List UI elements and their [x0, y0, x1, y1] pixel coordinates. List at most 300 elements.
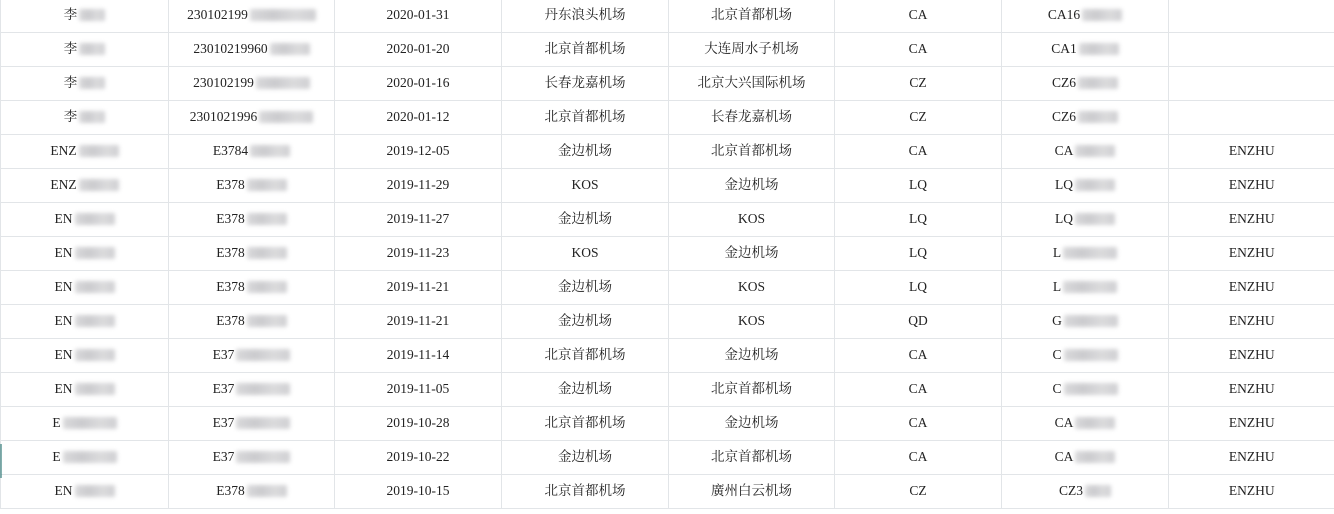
name-redaction: [75, 383, 115, 395]
note-text: ENZHU: [1228, 279, 1275, 295]
note-value: [1229, 450, 1275, 465]
flight-number-redaction: [1085, 485, 1111, 497]
table-row[interactable]: [1, 237, 1334, 271]
arrival-airport-cell: [669, 203, 835, 237]
arrival-airport-cell: [669, 33, 835, 67]
airline-code-cell: [835, 339, 1002, 373]
flight-number-cell: [1002, 0, 1169, 33]
departure-airport-cell: [502, 0, 669, 33]
table-row[interactable]: [1, 0, 1334, 33]
departure-airport-value: [545, 42, 626, 57]
flight-number-redaction: [1064, 315, 1118, 327]
name-cell: [1, 271, 169, 305]
id-number-text: E378: [216, 279, 245, 295]
date-value: [387, 382, 450, 397]
note-cell: [1169, 135, 1334, 169]
name-redaction: [75, 349, 115, 361]
id-number-text: E37: [212, 381, 235, 397]
flight-number-value: [1052, 348, 1117, 363]
name-value: [55, 484, 115, 499]
flight-number-value: [1053, 246, 1117, 261]
arrival-airport-value: [725, 178, 779, 193]
arrival-airport-value: [738, 212, 765, 227]
id-number-value: [213, 450, 291, 465]
name-redaction: [75, 247, 115, 259]
name-value: [64, 76, 106, 91]
flight-number-cell: [1002, 237, 1169, 271]
departure-airport-text: 北京首都机场: [544, 483, 626, 499]
date-value: [387, 416, 450, 431]
departure-airport-cell: [502, 67, 669, 101]
date-cell: [335, 475, 502, 509]
airline-code-cell: [835, 169, 1002, 203]
name-text: EN: [54, 381, 73, 397]
departure-airport-cell: [502, 271, 669, 305]
id-number-text: 230102199: [193, 75, 254, 91]
flight-number-value: [1055, 416, 1116, 431]
airline-code-text: CA: [908, 41, 928, 57]
name-text: EN: [54, 211, 73, 227]
name-redaction: [75, 213, 115, 225]
flight-number-cell: [1002, 339, 1169, 373]
note-cell: [1169, 271, 1334, 305]
arrival-airport-text: 金边机场: [724, 245, 779, 261]
departure-airport-cell: [502, 237, 669, 271]
id-number-text: 230102199: [187, 7, 248, 23]
airline-code-value: [908, 314, 928, 329]
airline-code-text: QD: [908, 313, 928, 329]
id-number-redaction: [236, 383, 290, 395]
departure-airport-cell: [502, 407, 669, 441]
arrival-airport-text: 北京首都机场: [711, 449, 792, 465]
note-cell: [1169, 203, 1334, 237]
arrival-airport-text: 北京首都机场: [711, 7, 792, 23]
date-value: [387, 314, 450, 329]
flight-number-redaction: [1078, 111, 1118, 123]
departure-airport-value: [545, 76, 626, 91]
name-redaction: [79, 9, 105, 21]
id-number-text: E37: [212, 415, 235, 431]
table-row[interactable]: [1, 441, 1334, 475]
departure-airport-cell: [502, 475, 669, 509]
arrival-airport-cell: [669, 101, 835, 135]
name-value: [55, 246, 115, 261]
flight-number-value: [1059, 484, 1111, 499]
name-value: [52, 450, 116, 465]
id-number-redaction: [247, 315, 287, 327]
departure-airport-cell: [502, 373, 669, 407]
table-row[interactable]: [1, 305, 1334, 339]
name-redaction: [79, 111, 105, 123]
flight-number-text: CA: [1054, 415, 1074, 431]
id-number-cell: [169, 0, 335, 33]
name-cell: [1, 101, 169, 135]
date-value: [387, 144, 450, 159]
id-number-value: [193, 42, 309, 57]
row-selection-marker: [0, 444, 2, 478]
airline-code-cell: [835, 441, 1002, 475]
id-number-text: 2301021996: [189, 109, 258, 125]
name-text: EN: [54, 279, 73, 295]
id-number-redaction: [247, 247, 287, 259]
name-cell: [1, 373, 169, 407]
departure-airport-text: 金边机场: [558, 313, 612, 329]
departure-airport-value: [545, 348, 626, 363]
arrival-airport-cell: [669, 441, 835, 475]
name-text: EN: [54, 347, 73, 363]
arrival-airport-text: 金边机场: [724, 347, 779, 363]
date-value: [387, 280, 450, 295]
table-row[interactable]: [1, 101, 1334, 135]
arrival-airport-text: KOS: [737, 211, 765, 227]
id-number-value: [213, 382, 291, 397]
departure-airport-value: [558, 144, 612, 159]
arrival-airport-cell: [669, 169, 835, 203]
arrival-airport-text: 长春龙嘉机场: [711, 109, 792, 125]
table-row[interactable]: [1, 67, 1334, 101]
departure-airport-value: [545, 416, 626, 431]
date-value: [387, 484, 450, 499]
name-redaction: [75, 485, 115, 497]
flight-number-text: CA1: [1051, 41, 1077, 57]
id-number-text: E378: [216, 177, 245, 193]
departure-airport-cell: [502, 101, 669, 135]
name-text: EN: [54, 313, 73, 329]
id-number-cell: [169, 33, 335, 67]
arrival-airport-value: [711, 484, 792, 499]
table-row[interactable]: [1, 407, 1334, 441]
name-cell: [1, 0, 169, 33]
arrival-airport-text: 北京首都机场: [711, 143, 792, 159]
arrival-airport-text: 金边机场: [724, 415, 779, 431]
departure-airport-text: KOS: [571, 245, 599, 261]
arrival-airport-value: [725, 416, 779, 431]
airline-code-value: [909, 8, 928, 23]
name-text: ENZ: [50, 177, 77, 193]
date-value: [387, 42, 450, 57]
departure-airport-cell: [502, 441, 669, 475]
airline-code-value: [909, 212, 927, 227]
flight-number-text: L: [1052, 245, 1062, 261]
airline-code-cell: [835, 373, 1002, 407]
table-row[interactable]: [1, 271, 1334, 305]
flight-number-redaction: [1075, 213, 1115, 225]
date-text: 2019-10-28: [386, 415, 450, 431]
arrival-airport-cell: [669, 339, 835, 373]
name-value: [55, 212, 115, 227]
flight-number-text: C: [1052, 347, 1062, 363]
flight-number-value: [1053, 280, 1117, 295]
flight-number-value: [1052, 382, 1117, 397]
arrival-airport-value: [738, 314, 765, 329]
date-text: 2019-11-23: [386, 245, 450, 261]
departure-airport-text: 长春龙嘉机场: [544, 75, 626, 91]
name-text: EN: [54, 245, 73, 261]
arrival-airport-value: [711, 450, 792, 465]
departure-airport-text: 金边机场: [558, 381, 612, 397]
note-text: ENZHU: [1228, 347, 1275, 363]
note-cell: [1169, 67, 1334, 101]
arrival-airport-cell: [669, 305, 835, 339]
table-row[interactable]: [1, 475, 1334, 509]
flight-number-redaction: [1063, 247, 1117, 259]
note-text: ENZHU: [1228, 211, 1275, 227]
date-cell: [335, 441, 502, 475]
id-number-value: [216, 280, 287, 295]
date-text: 2019-10-22: [386, 449, 450, 465]
arrival-airport-cell: [669, 475, 835, 509]
date-text: 2019-11-29: [386, 177, 450, 193]
table-row[interactable]: [1, 135, 1334, 169]
flight-number-cell: [1002, 203, 1169, 237]
arrival-airport-cell: [669, 0, 835, 33]
date-text: 2019-11-27: [386, 211, 450, 227]
id-number-value: [216, 314, 287, 329]
flight-number-cell: [1002, 101, 1169, 135]
id-number-redaction: [236, 451, 290, 463]
airline-code-text: CA: [908, 347, 928, 363]
note-text: ENZHU: [1228, 483, 1275, 499]
name-cell: [1, 441, 169, 475]
flight-number-cell: [1002, 135, 1169, 169]
airline-code-cell: [835, 0, 1002, 33]
name-text: E: [52, 415, 61, 431]
id-number-redaction: [247, 213, 287, 225]
date-text: 2020-01-31: [386, 7, 450, 23]
flight-number-text: C: [1052, 381, 1062, 397]
name-value: [50, 144, 118, 159]
arrival-airport-value: [725, 246, 779, 261]
arrival-airport-text: KOS: [737, 313, 765, 329]
flight-number-redaction: [1063, 281, 1117, 293]
date-text: 2019-12-05: [386, 143, 450, 159]
date-cell: [335, 373, 502, 407]
arrival-airport-text: KOS: [737, 279, 765, 295]
flight-number-redaction: [1078, 77, 1118, 89]
note-value: [1229, 246, 1275, 261]
id-number-text: E37: [212, 449, 235, 465]
name-cell: [1, 305, 169, 339]
note-cell: [1169, 305, 1334, 339]
name-redaction: [75, 315, 115, 327]
arrival-airport-cell: [669, 373, 835, 407]
table-row[interactable]: [1, 373, 1334, 407]
name-text: 李: [63, 7, 78, 23]
flight-number-text: CZ3: [1058, 483, 1083, 499]
id-number-value: [216, 212, 287, 227]
airline-code-cell: [835, 305, 1002, 339]
date-value: [387, 348, 450, 363]
date-text: 2020-01-16: [386, 75, 450, 91]
id-number-cell: [169, 169, 335, 203]
flight-number-text: CZ6: [1051, 75, 1076, 91]
airline-code-value: [909, 416, 928, 431]
name-cell: [1, 475, 169, 509]
arrival-airport-text: 北京首都机场: [711, 381, 792, 397]
note-cell: [1169, 441, 1334, 475]
airline-code-cell: [835, 237, 1002, 271]
departure-airport-value: [571, 178, 598, 193]
name-redaction: [63, 451, 117, 463]
id-number-value: [216, 178, 287, 193]
arrival-airport-cell: [669, 135, 835, 169]
airline-code-value: [909, 42, 928, 57]
departure-airport-cell: [502, 203, 669, 237]
departure-airport-value: [545, 110, 626, 125]
departure-airport-value: [558, 450, 612, 465]
airline-code-value: [909, 110, 926, 125]
departure-airport-value: [558, 212, 612, 227]
name-redaction: [79, 179, 119, 191]
id-number-redaction: [247, 281, 287, 293]
airline-code-text: CA: [908, 143, 928, 159]
airline-code-cell: [835, 135, 1002, 169]
id-number-text: 23010219960: [193, 41, 268, 57]
note-text: ENZHU: [1228, 177, 1275, 193]
note-cell: [1169, 373, 1334, 407]
note-text: ENZHU: [1228, 381, 1275, 397]
departure-airport-value: [545, 484, 626, 499]
arrival-airport-value: [704, 42, 799, 57]
airline-code-text: CA: [908, 7, 928, 23]
flight-number-redaction: [1075, 145, 1115, 157]
id-number-cell: [169, 135, 335, 169]
name-cell: [1, 169, 169, 203]
id-number-redaction: [236, 349, 290, 361]
arrival-airport-cell: [669, 271, 835, 305]
id-number-cell: [169, 441, 335, 475]
id-number-cell: [169, 237, 335, 271]
date-text: 2020-01-12: [386, 109, 450, 125]
airline-code-cell: [835, 33, 1002, 67]
airline-code-value: [909, 178, 927, 193]
id-number-redaction: [247, 485, 287, 497]
name-value: [55, 382, 115, 397]
date-value: [387, 246, 450, 261]
id-number-value: [216, 246, 287, 261]
note-cell: [1169, 0, 1334, 33]
arrival-airport-value: [711, 382, 792, 397]
date-cell: [335, 237, 502, 271]
id-number-value: [213, 144, 290, 159]
id-number-cell: [169, 271, 335, 305]
name-cell: [1, 203, 169, 237]
note-value: [1229, 212, 1275, 227]
departure-airport-text: 金边机场: [558, 449, 612, 465]
name-redaction: [79, 145, 119, 157]
airline-code-text: CZ: [909, 483, 927, 499]
note-text: ENZHU: [1228, 143, 1275, 159]
id-number-text: E37: [212, 347, 235, 363]
flight-number-cell: [1002, 441, 1169, 475]
date-text: 2019-10-15: [386, 483, 450, 499]
airline-code-cell: [835, 101, 1002, 135]
flight-number-redaction: [1075, 179, 1115, 191]
departure-airport-text: 北京首都机场: [544, 347, 626, 363]
note-value: [1229, 382, 1275, 397]
date-value: [387, 178, 450, 193]
flight-number-cell: [1002, 271, 1169, 305]
name-cell: [1, 135, 169, 169]
arrival-airport-text: 廣州白云机场: [711, 483, 792, 499]
flight-number-text: CA16: [1047, 7, 1081, 23]
id-number-value: [213, 348, 291, 363]
note-value: [1229, 314, 1275, 329]
id-number-redaction: [236, 417, 290, 429]
id-number-cell: [169, 101, 335, 135]
arrival-airport-value: [711, 110, 792, 125]
arrival-airport-value: [725, 348, 779, 363]
id-number-value: [216, 484, 287, 499]
note-cell: [1169, 237, 1334, 271]
id-number-value: [213, 416, 291, 431]
date-text: 2020-01-20: [386, 41, 450, 57]
date-cell: [335, 0, 502, 33]
flight-number-cell: [1002, 305, 1169, 339]
flight-number-value: [1051, 42, 1119, 57]
flight-number-text: CZ6: [1051, 109, 1076, 125]
id-number-value: [187, 8, 316, 23]
airline-code-value: [909, 348, 928, 363]
note-text: ENZHU: [1228, 415, 1275, 431]
flight-number-redaction: [1079, 43, 1119, 55]
airline-code-cell: [835, 407, 1002, 441]
note-value: [1229, 178, 1275, 193]
name-redaction: [79, 43, 105, 55]
name-cell: [1, 407, 169, 441]
departure-airport-cell: [502, 339, 669, 373]
table-row[interactable]: [1, 203, 1334, 237]
flight-number-value: [1055, 144, 1116, 159]
flight-number-cell: [1002, 33, 1169, 67]
note-text: ENZHU: [1228, 313, 1275, 329]
departure-airport-text: 金边机场: [558, 143, 612, 159]
airline-code-value: [909, 450, 928, 465]
departure-airport-cell: [502, 135, 669, 169]
flight-number-cell: [1002, 67, 1169, 101]
departure-airport-value: [558, 382, 612, 397]
note-text: ENZHU: [1228, 245, 1275, 261]
name-value: [55, 314, 115, 329]
date-value: [387, 76, 450, 91]
airline-code-text: LQ: [909, 279, 927, 295]
flight-number-text: LQ: [1055, 177, 1073, 193]
flight-number-redaction: [1064, 383, 1118, 395]
table-row[interactable]: [1, 169, 1334, 203]
note-value: [1229, 348, 1275, 363]
note-cell: [1169, 339, 1334, 373]
table-row[interactable]: [1, 339, 1334, 373]
arrival-airport-cell: [669, 407, 835, 441]
note-value: [1229, 484, 1275, 499]
date-text: 2019-11-05: [386, 381, 450, 397]
name-value: [55, 348, 115, 363]
flight-number-value: [1052, 314, 1118, 329]
id-number-cell: [169, 67, 335, 101]
note-cell: [1169, 407, 1334, 441]
table-row[interactable]: [1, 33, 1334, 67]
name-redaction: [63, 417, 117, 429]
name-cell: [1, 237, 169, 271]
name-text: 李: [63, 41, 78, 57]
name-redaction: [75, 281, 115, 293]
id-number-cell: [169, 339, 335, 373]
departure-airport-text: 金边机场: [558, 279, 612, 295]
arrival-airport-text: 北京大兴国际机场: [697, 75, 806, 91]
name-text: EN: [54, 483, 73, 499]
airline-code-text: CA: [908, 449, 928, 465]
date-cell: [335, 101, 502, 135]
